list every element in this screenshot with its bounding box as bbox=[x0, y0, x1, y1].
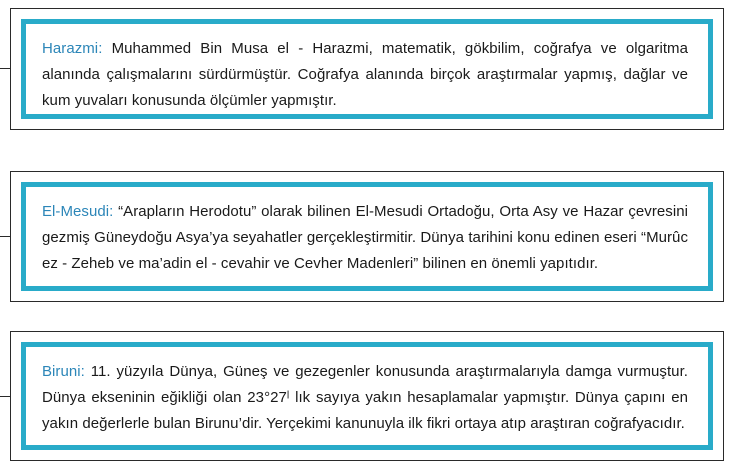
info-card-biruni bbox=[10, 331, 724, 461]
card-inner-frame bbox=[21, 182, 713, 291]
scholar-description: 11. yüzyıla Dünya, Güneş ve gezegenler konusunda araştırmalarıyla damga vurmuştur. Dünya ekseninin eğikliği olan 23°27ˡ lık sayıya yakın hesaplamalar yapmıştır. Dünya çapını en yakın değerlerle bulan Birunu’dir. Yerçekimi kanunuyla ilk fikri ortaya atıp araştıran coğrafyacıdır. bbox=[42, 363, 688, 432]
card-paragraph bbox=[42, 36, 688, 114]
scholar-name: El-Mesudi: bbox=[42, 203, 114, 220]
card-paragraph bbox=[42, 359, 688, 437]
info-card-el-mesudi bbox=[10, 171, 724, 302]
scholar-name: Harazmi: bbox=[42, 40, 103, 57]
info-card-harazmi bbox=[10, 8, 724, 130]
connector-line bbox=[0, 236, 10, 237]
scholar-description: Muhammed Bin Musa el - Harazmi, matematik, gökbilim, coğrafya ve olgaritma alanında çalışmalarını sürdürmüştür. Coğrafya alanında birçok araştırmalar yapmış, dağlar ve kum yuvaları konusunda ölçümler yapmıştır. bbox=[42, 40, 688, 109]
card-inner-frame bbox=[21, 19, 713, 119]
scholar-name: Biruni: bbox=[42, 363, 85, 380]
connector-line bbox=[0, 396, 10, 397]
scholar-description: “Arapların Herodotu” olarak bilinen El-Mesudi Ortadoğu, Orta Asy ve Hazar çevresini gezmiş Güneydoğu Asya’ya seyahatler gerçekleştirmitir. Dünya tarihini konu edinen eseri “Murûc ez - Zeheb ve ma’adin el - cevahir ve Cevher Madenleri” bilinen en önemli yapıtıdır. bbox=[42, 203, 688, 272]
card-paragraph bbox=[42, 199, 688, 277]
connector-line bbox=[0, 68, 10, 69]
card-inner-frame bbox=[21, 342, 713, 450]
